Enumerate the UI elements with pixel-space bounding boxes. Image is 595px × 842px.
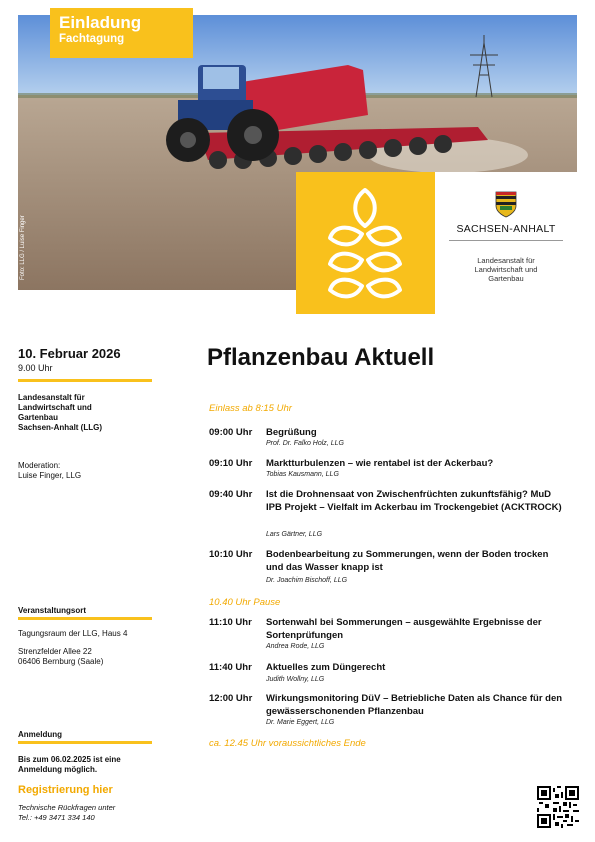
divider-rule — [18, 741, 152, 744]
wheat-logo-box — [296, 172, 435, 314]
program-title: Pflanzenbau Aktuell — [207, 344, 435, 371]
venue-address — [18, 647, 158, 667]
institution-name — [441, 256, 571, 283]
item-title: Sortenwahl bei Sommerungen – ausgewählte Ergebnisse der Sortenprüfungen — [266, 617, 542, 641]
deadline-line: Anmeldung möglich. — [18, 765, 98, 774]
pause-note: 10.40 Uhr Pause — [209, 597, 281, 608]
wheat-icon — [296, 172, 435, 314]
item-title: Marktturbulenzen – wie rentabel ist der Ackerbau? — [266, 458, 494, 469]
host-line: Sachsen-Anhalt (LLG) — [18, 423, 103, 432]
venue-room: Tagungsraum der LLG, Haus 4 — [18, 629, 128, 638]
item-speaker: Tobias Kausmann, LLG — [266, 471, 339, 478]
host-line: Landwirtschaft und — [18, 403, 92, 412]
end-note: ca. 12.45 Uhr voraussichtliches Ende — [209, 738, 366, 749]
badge-subtitle: Fachtagung — [59, 33, 125, 45]
item-speaker: Lars Gärtner, LLG — [266, 531, 323, 538]
host-line: Gartenbau — [18, 413, 59, 422]
item-title: Aktuelles zum Düngerecht — [266, 662, 386, 673]
coat-of-arms-icon — [494, 190, 518, 218]
venue-heading: Veranstaltungsort — [18, 606, 87, 615]
logo-divider — [449, 240, 563, 241]
item-time: 09:10 Uhr — [209, 458, 253, 469]
institution-line: Landesanstalt für — [477, 256, 535, 265]
item-title: Begrüßung — [266, 427, 317, 438]
qr-code-icon[interactable] — [537, 786, 579, 828]
item-title: Bodenbearbeitung zu Sommerungen, wenn der Boden trocken und das Wasser knapp ist — [266, 549, 549, 573]
tech-line: Technische Rückfragen unter — [18, 803, 116, 812]
item-time: 11:10 Uhr — [209, 617, 252, 628]
moderation — [18, 461, 158, 481]
item-title: Ist die Drohnensaat von Zwischenfrüchten zukunftsfähig? MuD IPB Projekt – Vielfalt im Ackerbau im Trockengebiet (ACKTROCK) — [266, 489, 562, 513]
item-time: 09:40 Uhr — [209, 489, 253, 500]
photo-credit: Foto: LLG / Luise Finger — [20, 215, 26, 280]
host-organisation — [18, 393, 158, 433]
state-name: SACHSEN-ANHALT — [456, 223, 556, 235]
item-time: 12:00 Uhr — [209, 693, 253, 704]
venue-street: Strenzfelder Allee 22 — [18, 647, 92, 656]
divider-rule — [18, 617, 152, 620]
registration-heading: Anmeldung — [18, 730, 62, 739]
item-speaker: Andrea Rode, LLG — [266, 643, 325, 650]
event-time: 9.00 Uhr — [18, 363, 53, 373]
deadline-line: Bis zum 06.02.2025 ist eine — [18, 755, 121, 764]
item-time: 09:00 Uhr — [209, 427, 253, 438]
item-speaker: Dr. Marie Eggert, LLG — [266, 719, 335, 726]
entry-note: Einlass ab 8:15 Uhr — [209, 403, 292, 414]
moderation-name: Luise Finger, LLG — [18, 471, 82, 480]
institution-line: Landwirtschaft und — [474, 265, 538, 274]
invitation-badge — [50, 8, 193, 58]
moderation-label: Moderation: — [18, 461, 61, 470]
badge-title: Einladung — [59, 13, 142, 32]
venue-city: 06406 Bernburg (Saale) — [18, 657, 104, 666]
item-time: 11:40 Uhr — [209, 662, 252, 673]
technical-contact — [18, 803, 158, 823]
tech-line: Tel.: +49 3471 334 140 — [18, 813, 95, 822]
registration-link[interactable]: Registrierung hier — [18, 784, 113, 796]
registration-deadline — [18, 755, 158, 775]
divider-rule — [18, 379, 152, 382]
item-speaker: Judith Wollny, LLG — [266, 676, 325, 683]
event-date: 10. Februar 2026 — [18, 346, 121, 361]
item-speaker: Prof. Dr. Falko Holz, LLG — [266, 440, 344, 447]
institution-line: Gartenbau — [488, 274, 524, 283]
host-line: Landesanstalt für — [18, 393, 85, 402]
item-time: 10:10 Uhr — [209, 549, 253, 560]
item-title: Wirkungsmonitoring DüV – Betriebliche Daten als Chance für den gewässerschonenden Pflanzenbau — [266, 693, 563, 717]
item-speaker: Dr. Joachim Bischoff, LLG — [266, 577, 348, 584]
